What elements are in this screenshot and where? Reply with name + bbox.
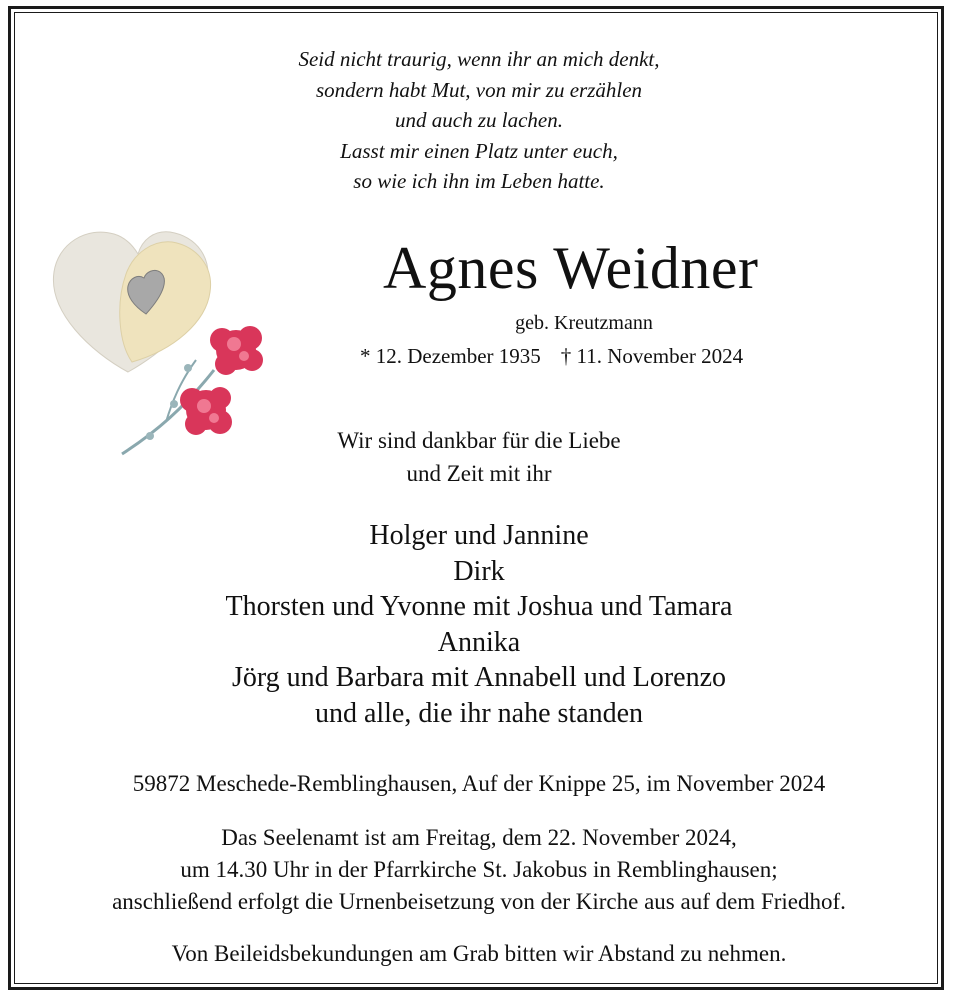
- mourner-line: Annika: [437, 626, 521, 658]
- poem: [0, 44, 958, 197]
- poem-line: Seid nicht traurig, wenn ihr an mich denkt,: [298, 47, 660, 71]
- address-line: 59872 Meschede-Remblinghausen, Auf der Knippe 25, im November 2024: [132, 771, 826, 796]
- poem-line: Lasst mir einen Platz unter euch,: [340, 138, 618, 163]
- poem-line: so wie ich ihn im Leben hatte.: [353, 169, 605, 193]
- poem-line: sondern habt Mut, von mir zu erzählen: [315, 77, 643, 102]
- service-line: um 14.30 Uhr in der Pfarrkirche St. Jakobus in Remblinghausen;: [180, 857, 778, 882]
- thanks-line: und Zeit mit ihr: [406, 461, 552, 486]
- poem-line: und auch zu lachen.: [395, 108, 563, 132]
- maiden-name: geb. Kreutzmann: [515, 312, 653, 334]
- service-line: anschließend erfolgt die Urnenbeisetzung von der Kirche aus auf dem Friedhof.: [112, 889, 846, 914]
- birth-date: * 12. Dezember 1935: [360, 344, 541, 368]
- death-date: † 11. November 2024: [560, 344, 744, 368]
- service-info: [0, 822, 958, 918]
- deceased-name: Agnes Weidner: [383, 235, 759, 301]
- mourner-line: Thorsten und Yvonne mit Joshua und Tamara: [225, 591, 733, 622]
- mourner-line: und alle, die ihr nahe standen: [314, 697, 644, 729]
- mourner-line: Holger und Jannine: [369, 520, 589, 551]
- mourner-line: Jörg und Barbara mit Annabell und Lorenzo: [231, 662, 727, 693]
- mourners-list: [0, 518, 958, 731]
- mourner-line: Dirk: [453, 555, 505, 587]
- service-line: Das Seelenamt ist am Freitag, dem 22. November 2024,: [221, 825, 737, 850]
- thanks-text: [0, 424, 958, 490]
- condolence-note: Von Beileidsbekundungen am Grab bitten wir Abstand zu nehmen.: [171, 941, 787, 966]
- life-dates: [360, 342, 743, 370]
- thanks-line: Wir sind dankbar für die Liebe: [337, 428, 621, 453]
